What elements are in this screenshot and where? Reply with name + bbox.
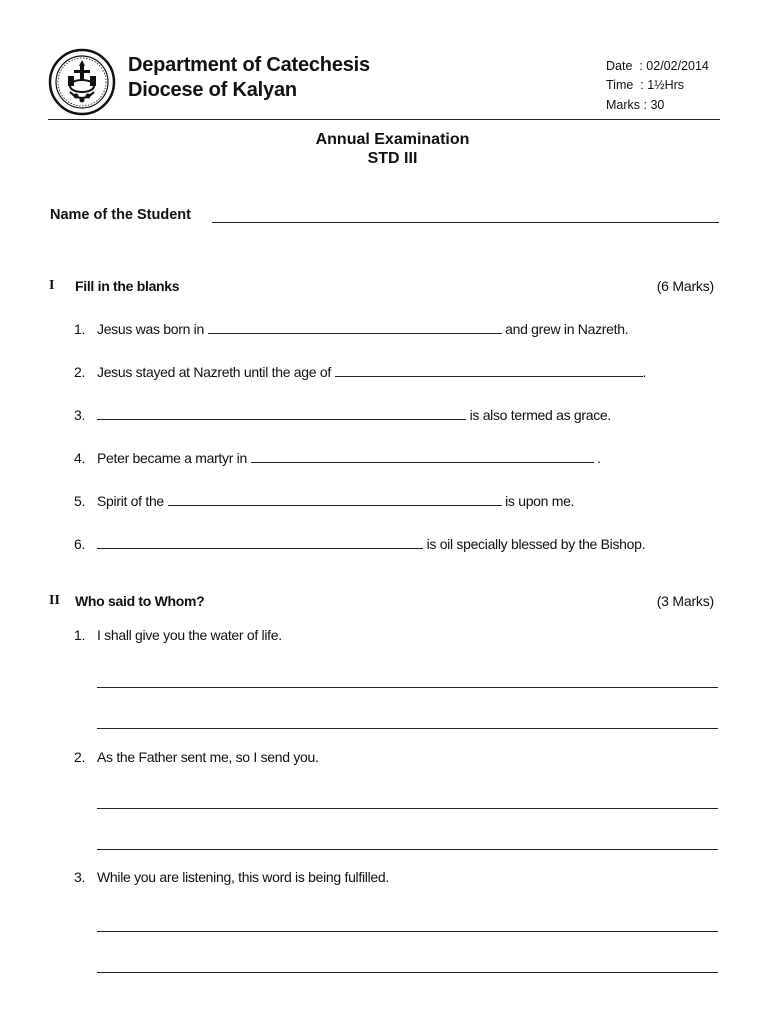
- fill-blank-4: [97, 450, 601, 466]
- fill-blank-4-suffix: .: [593, 450, 601, 466]
- section-2-title: Who said to Whom?: [75, 593, 205, 609]
- organization-name: Department of Catechesis: [128, 54, 370, 76]
- diocese-seal-icon: [48, 48, 116, 116]
- who-said-1-answer-line-2[interactable]: [97, 728, 718, 729]
- exam-total-marks: Marks : 30: [606, 98, 665, 112]
- who-said-3-answer-line-1[interactable]: [97, 931, 718, 932]
- fill-blank-2-prefix: Jesus stayed at Nazreth until the age of: [97, 364, 335, 380]
- fill-blank-6-suffix: is oil specially blessed by the Bishop.: [423, 536, 646, 552]
- fill-blank-5-answer-line[interactable]: [168, 493, 502, 506]
- fill-blank-3-suffix: is also termed as grace.: [466, 407, 612, 423]
- section-1-title: Fill in the blanks: [75, 278, 180, 294]
- exam-date: Date : 02/02/2014: [606, 59, 709, 73]
- section-2-number: II: [49, 593, 60, 608]
- diocese-name: Diocese of Kalyan: [128, 79, 297, 101]
- fill-blank-5-suffix: is upon me.: [501, 493, 575, 509]
- fill-blank-5: [97, 493, 574, 509]
- fill-blank-4-prefix: Peter became a martyr in: [97, 450, 251, 466]
- fill-blank-1-number: 1.: [74, 321, 86, 337]
- fill-blank-1-prefix: Jesus was born in: [97, 321, 208, 337]
- student-name-label: Name of the Student: [50, 207, 191, 223]
- section-1-number: I: [49, 278, 55, 293]
- who-said-2-number: 2.: [74, 749, 86, 765]
- fill-blank-3: [97, 407, 611, 423]
- fill-blank-4-number: 4.: [74, 450, 86, 466]
- fill-blank-1-answer-line[interactable]: [208, 321, 502, 334]
- who-said-3-text: While you are listening, this word is being fulfilled.: [97, 869, 389, 885]
- fill-blank-6: [97, 536, 645, 552]
- fill-blank-3-number: 3.: [74, 407, 86, 423]
- fill-blank-6-answer-line[interactable]: [97, 536, 423, 549]
- fill-blank-2-suffix: .: [642, 364, 647, 380]
- fill-blank-2: [97, 364, 646, 380]
- fill-blank-5-prefix: Spirit of the: [97, 493, 168, 509]
- section-1-marks: (6 Marks): [656, 278, 714, 294]
- who-said-2-answer-line-1[interactable]: [97, 808, 718, 809]
- who-said-1-number: 1.: [74, 627, 86, 643]
- header-divider: [48, 119, 720, 120]
- who-said-3-number: 3.: [74, 869, 86, 885]
- fill-blank-1: [97, 321, 628, 337]
- fill-blank-2-answer-line[interactable]: [335, 364, 643, 377]
- fill-blank-1-suffix: and grew in Nazreth.: [501, 321, 629, 337]
- who-said-3-answer-line-2[interactable]: [97, 972, 718, 973]
- fill-blank-5-number: 5.: [74, 493, 86, 509]
- who-said-1-text: I shall give you the water of life.: [97, 627, 282, 643]
- fill-blank-4-answer-line[interactable]: [251, 450, 594, 463]
- fill-blank-6-number: 6.: [74, 536, 86, 552]
- who-said-2-text: As the Father sent me, so I send you.: [97, 749, 319, 765]
- exam-standard: STD III: [367, 150, 418, 167]
- fill-blank-2-number: 2.: [74, 364, 86, 380]
- student-name-field[interactable]: [212, 222, 719, 223]
- who-said-1-answer-line-1[interactable]: [97, 687, 718, 688]
- who-said-2-answer-line-2[interactable]: [97, 849, 718, 850]
- exam-duration: Time : 1½Hrs: [606, 78, 685, 92]
- fill-blank-3-answer-line[interactable]: [97, 407, 466, 420]
- section-2-marks: (3 Marks): [656, 593, 714, 609]
- exam-title: Annual Examination: [315, 131, 470, 148]
